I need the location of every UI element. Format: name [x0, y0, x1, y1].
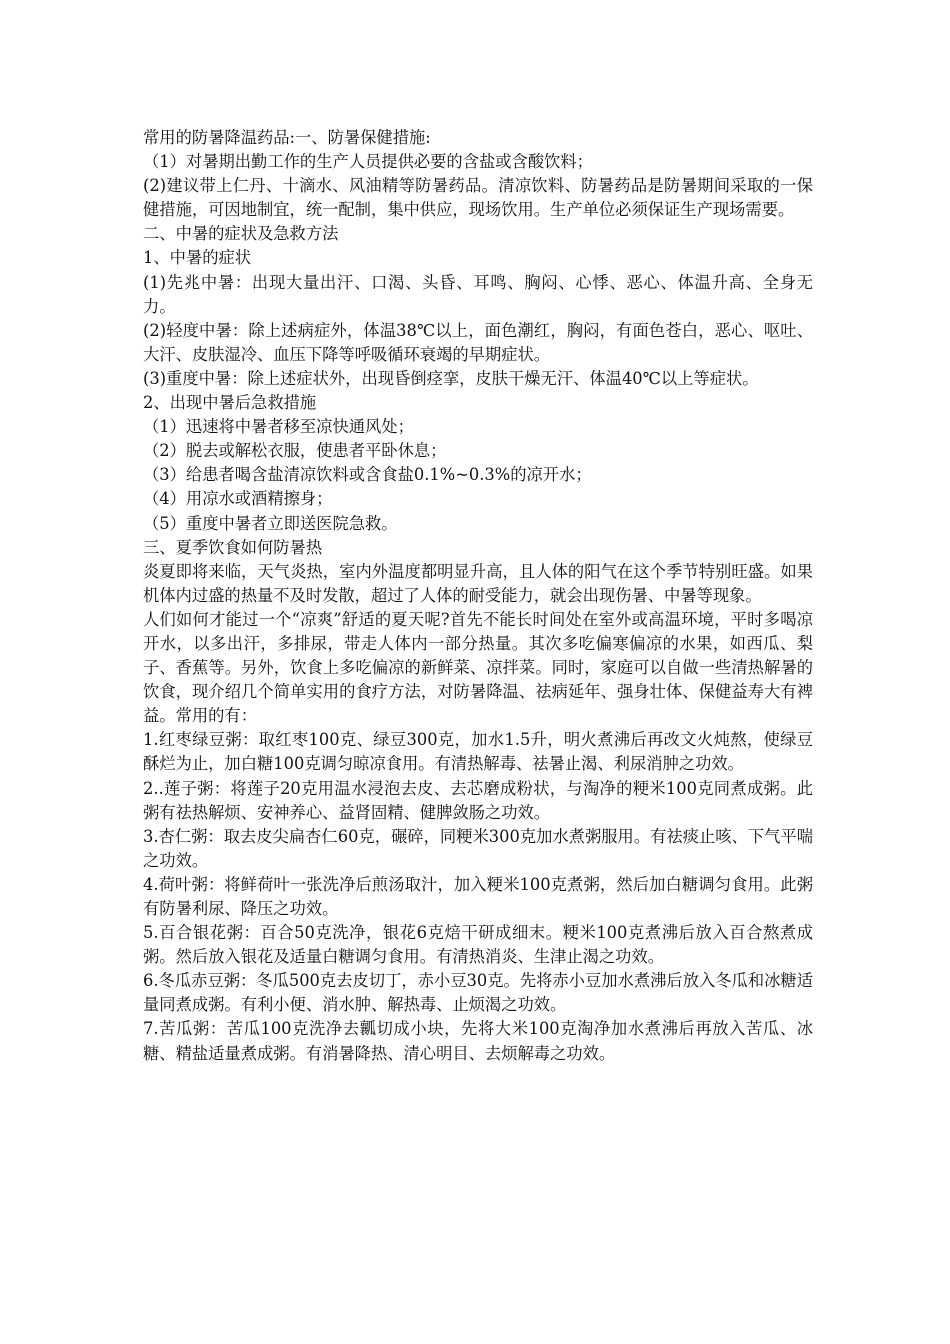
section-heading-diet: 三、夏季饮食如何防暑热	[143, 537, 323, 557]
subheading-symptoms: 1、中暑的症状	[143, 248, 252, 268]
paragraph-aid-5: （5）重度中暑者立即送医院急救。	[143, 513, 398, 533]
paragraph-symptom-2: (2)轻度中暑：除上述病症外，体温38℃以上，面色潮红，胸闷，有面色苍白，恶心、呕吐、大汗、皮肤湿冷、血压下降等呼吸循环衰竭的早期症状。	[143, 320, 813, 364]
document-body	[143, 126, 813, 1066]
section-heading-symptoms: 二、中暑的症状及急救方法	[143, 224, 339, 244]
paragraph-measure-1: （1）对暑期出勤工作的生产人员提供必要的含盐或含酸饮料；	[143, 152, 593, 172]
paragraph-recipe-6: 6.冬瓜赤豆粥：冬瓜500克去皮切丁，赤小豆30克。先将赤小豆加水煮沸后放入冬瓜和冰糖适量同煮成粥。有利小便、消水肿、解热毒、止烦渴之功效。	[143, 971, 813, 1015]
paragraph-aid-2: （2）脱去或解松衣服，使患者平卧休息；	[143, 441, 447, 461]
paragraph-intro-heading: 常用的防暑降温药品:一、防暑保健措施:	[143, 128, 431, 147]
paragraph-recipe-3: 3.杏仁粥：取去皮尖扁杏仁60克，碾碎，同粳米300克加水煮粥服用。有祛痰止咳、下气平喘之功效。	[143, 826, 813, 870]
paragraph-diet-advice: 人们如何才能过一个“凉爽”舒适的夏天呢?首先不能长时间处在室外或高温环境，平时多喝凉开水，以多出汗，多排尿，带走人体内一部分热量。其次多吃偏寒偏凉的水果，如西瓜、梨子、香蕉等。另外，饮食上多吃偏凉的新鲜菜、凉拌菜。同时，家庭可以自做一些清热解暑的饮食，现介绍几个简单实用的食疗方法，对防暑降温、祛病延年、强身壮体、保健益寿大有裨益。常用的有：	[143, 609, 813, 726]
paragraph-symptom-3: (3)重度中暑：除上述症状外，出现昏倒痉挛，皮肤干燥无汗、体温40℃以上等症状。	[143, 368, 759, 388]
paragraph-recipe-4: 4.荷叶粥：将鲜荷叶一张洗净后煎汤取汁，加入粳米100克煮粥，然后加白糖调匀食用。此粥有防暑利尿、降压之功效。	[143, 874, 813, 918]
paragraph-recipe-2: 2..莲子粥：将莲子20克用温水浸泡去皮、去芯磨成粉状，与淘净的粳米100克同煮成粥。此粥有祛热解烦、安神养心、益肾固精、健脾敛肠之功效。	[143, 778, 813, 822]
paragraph-aid-1: （1）迅速将中暑者移至凉快通风处；	[143, 417, 414, 437]
paragraph-diet-intro: 炎夏即将来临，天气炎热，室内外温度都明显升高，且人体的阳气在这个季节特别旺盛。如果机体内过盛的热量不及时发散，超过了人体的耐受能力，就会出现伤暑、中暑等现象。	[143, 561, 813, 605]
paragraph-recipe-5: 5.百合银花粥：百合50克洗净，银花6克焙干研成细末。粳米100克煮沸后放入百合熬煮成粥。然后放入银花及适量白糖调匀食用。有清热消炎、生津止渴之功效。	[143, 923, 813, 967]
paragraph-aid-4: （4）用凉水或酒精擦身；	[143, 489, 333, 509]
paragraph-symptom-1: (1)先兆中暑：出现大量出汗、口渴、头昏、耳鸣、胸闷、心悸、恶心、体温升高、全身无力。	[143, 272, 813, 316]
paragraph-recipe-7: 7.苦瓜粥：苦瓜100克洗净去瓤切成小块，先将大米100克淘净加水煮沸后再放入苦瓜、冰糖、精盐适量煮成粥。有消暑降热、清心明目、去烦解毒之功效。	[143, 1019, 813, 1063]
paragraph-measure-2: (2)建议带上仁丹、十滴水、风油精等防暑药品。清凉饮料、防暑药品是防暑期间采取的一保健措施，可因地制宜，统一配制，集中供应，现场饮用。生产单位必须保证生产现场需要。	[143, 176, 813, 220]
paragraph-aid-3: （3）给患者喝含盐清凉饮料或含食盐0.1%~0.3%的凉开水；	[143, 465, 592, 485]
subheading-first-aid: 2、出现中暑后急救措施	[143, 393, 317, 413]
paragraph-recipe-1: 1.红枣绿豆粥：取红枣100克、绿豆300克，加水1.5升，明火煮沸后再改文火炖熬，使绿豆酥烂为止，加白糖100克调匀晾凉食用。有清热解毒、祛暑止渴、利尿消肿之功效。	[143, 730, 813, 774]
